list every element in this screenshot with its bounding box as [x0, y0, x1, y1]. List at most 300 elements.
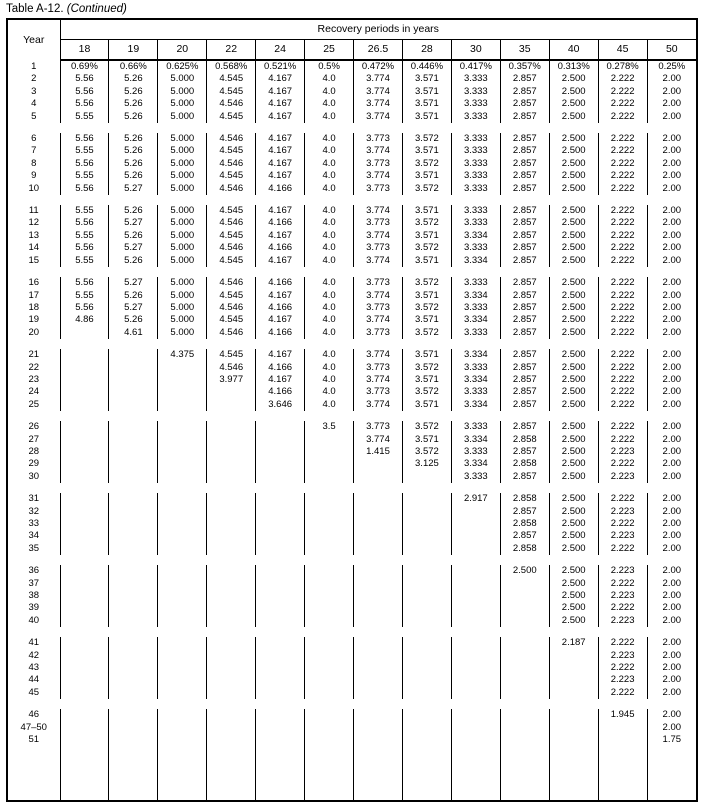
- rate-cell: 4.0: [305, 73, 354, 85]
- rate-cell: 2.00: [647, 133, 696, 145]
- rate-cell: [402, 687, 451, 699]
- rate-cell: [60, 734, 109, 746]
- rate-cell: [158, 434, 207, 446]
- table-row: [8, 374, 696, 386]
- rate-cell: 2.223: [598, 530, 647, 542]
- rate-cell: 4.545: [207, 349, 256, 361]
- spacer-cell: [8, 483, 696, 493]
- rate-cell: 2.222: [598, 349, 647, 361]
- rate-cell: 4.167: [256, 133, 305, 145]
- rate-cell: 2.222: [598, 493, 647, 505]
- rate-cell: 5.55: [60, 205, 109, 217]
- rate-cell: 3.571: [402, 434, 451, 446]
- rate-cell: [207, 687, 256, 699]
- rate-cell: 3.774: [354, 73, 403, 85]
- rate-cell: 2.500: [549, 590, 598, 602]
- rate-cell: 5.000: [158, 170, 207, 182]
- rate-cell: 3.571: [402, 145, 451, 157]
- year-cell: 24: [8, 386, 60, 398]
- rate-cell: 2.00: [647, 518, 696, 530]
- rate-cell: 2.857: [500, 255, 549, 267]
- table-row: [8, 421, 696, 433]
- rate-cell: 2.223: [598, 446, 647, 458]
- rate-cell: [256, 637, 305, 649]
- header-column-24: 24: [256, 39, 305, 60]
- rate-cell: 2.00: [647, 687, 696, 699]
- rate-cell: 5.000: [158, 230, 207, 242]
- rate-cell: 2.500: [549, 434, 598, 446]
- rate-cell: [207, 471, 256, 483]
- rate-cell: 4.0: [305, 302, 354, 314]
- rate-cell: 3.333: [451, 421, 500, 433]
- rate-cell: 2.857: [500, 242, 549, 254]
- rate-cell: 4.0: [305, 277, 354, 289]
- table-row: [8, 290, 696, 302]
- rate-cell: [354, 687, 403, 699]
- rate-cell: [256, 493, 305, 505]
- rate-cell: [256, 602, 305, 614]
- rate-cell: 2.00: [647, 565, 696, 577]
- year-cell: 7: [8, 145, 60, 157]
- table-row: [8, 183, 696, 195]
- rate-cell: [158, 615, 207, 627]
- filler-year-cell: [8, 747, 60, 801]
- rate-cell: [256, 734, 305, 746]
- rate-cell: [256, 674, 305, 686]
- rate-cell: 5.55: [60, 111, 109, 123]
- rate-cell: 4.167: [256, 374, 305, 386]
- year-cell: 12: [8, 217, 60, 229]
- rate-cell: 4.546: [207, 98, 256, 110]
- row-group-spacer: [8, 195, 696, 205]
- rate-cell: [402, 543, 451, 555]
- rate-cell: 5.000: [158, 242, 207, 254]
- rate-cell: [207, 543, 256, 555]
- rate-cell: 2.222: [598, 362, 647, 374]
- rate-cell: [158, 662, 207, 674]
- rate-cell: 4.167: [256, 111, 305, 123]
- rate-cell: 2.500: [549, 349, 598, 361]
- rate-cell: 5.56: [60, 73, 109, 85]
- year-cell: 29: [8, 458, 60, 470]
- rate-cell: 2.00: [647, 327, 696, 339]
- rate-cell: 4.0: [305, 170, 354, 182]
- table-row: [8, 471, 696, 483]
- rate-cell: [305, 590, 354, 602]
- table-row: [8, 637, 696, 649]
- rate-cell: [305, 446, 354, 458]
- rate-cell: [549, 709, 598, 721]
- year-cell: 39: [8, 602, 60, 614]
- rate-cell: [60, 374, 109, 386]
- table-row: [8, 674, 696, 686]
- rate-cell: 4.166: [256, 217, 305, 229]
- rate-cell: 2.00: [647, 230, 696, 242]
- year-cell: 44: [8, 674, 60, 686]
- rate-cell: [354, 506, 403, 518]
- rate-cell: 4.0: [305, 399, 354, 411]
- rate-cell: 2.223: [598, 565, 647, 577]
- rate-cell: 5.000: [158, 111, 207, 123]
- rate-cell: 0.69%: [60, 60, 109, 73]
- header-column-22: 22: [207, 39, 256, 60]
- rate-cell: [158, 506, 207, 518]
- rate-cell: 2.222: [598, 158, 647, 170]
- rate-cell: 2.00: [647, 458, 696, 470]
- year-cell: 28: [8, 446, 60, 458]
- rate-cell: [158, 493, 207, 505]
- table-row: [8, 565, 696, 577]
- rate-cell: 5.26: [109, 158, 158, 170]
- table-row: [8, 314, 696, 326]
- rate-cell: 2.500: [549, 111, 598, 123]
- rate-cell: [109, 493, 158, 505]
- rate-cell: [109, 590, 158, 602]
- rate-cell: [500, 602, 549, 614]
- rate-cell: [598, 734, 647, 746]
- row-group-spacer: [8, 555, 696, 565]
- rate-cell: 3.774: [354, 349, 403, 361]
- rate-cell: [305, 543, 354, 555]
- rate-cell: 5.56: [60, 217, 109, 229]
- year-cell: 37: [8, 578, 60, 590]
- rate-cell: 5.56: [60, 183, 109, 195]
- rate-cell: [402, 637, 451, 649]
- rate-cell: [158, 650, 207, 662]
- rate-cell: 4.167: [256, 170, 305, 182]
- rate-cell: 5.55: [60, 255, 109, 267]
- rate-cell: [158, 565, 207, 577]
- header-column-26-5: 26.5: [354, 39, 403, 60]
- year-cell: 20: [8, 327, 60, 339]
- caption-continued: (Continued): [66, 3, 127, 15]
- rate-cell: 2.00: [647, 637, 696, 649]
- rate-cell: 3.773: [354, 327, 403, 339]
- rate-cell: [256, 687, 305, 699]
- rate-cell: 3.774: [354, 86, 403, 98]
- spacer-cell: [8, 699, 696, 709]
- rate-cell: 3.572: [402, 362, 451, 374]
- rate-cell: 3.334: [451, 255, 500, 267]
- rate-cell: 2.00: [647, 506, 696, 518]
- table-row: [8, 133, 696, 145]
- rate-cell: [451, 650, 500, 662]
- spacer-cell: [8, 411, 696, 421]
- rate-cell: 2.00: [647, 145, 696, 157]
- rate-cell: [500, 615, 549, 627]
- rate-cell: 2.00: [647, 709, 696, 721]
- table-row: [8, 158, 696, 170]
- table-row: [8, 543, 696, 555]
- rate-cell: [305, 434, 354, 446]
- rate-cell: 4.167: [256, 314, 305, 326]
- rate-cell: 3.571: [402, 73, 451, 85]
- rate-cell: 2.500: [549, 255, 598, 267]
- rate-cell: 2.00: [647, 242, 696, 254]
- rate-cell: 2.00: [647, 602, 696, 614]
- rate-cell: [402, 602, 451, 614]
- rate-cell: [500, 709, 549, 721]
- table-row: [8, 458, 696, 470]
- rate-cell: 4.0: [305, 362, 354, 374]
- rate-cell: 2.222: [598, 458, 647, 470]
- rate-cell: [60, 650, 109, 662]
- rate-cell: [305, 493, 354, 505]
- rate-cell: 2.222: [598, 183, 647, 195]
- rate-cell: [109, 662, 158, 674]
- header-year: Year: [8, 20, 60, 60]
- rate-cell: [109, 434, 158, 446]
- rate-cell: 5.000: [158, 205, 207, 217]
- rate-cell: 3.572: [402, 446, 451, 458]
- year-cell: 2: [8, 73, 60, 85]
- table-row: [8, 205, 696, 217]
- rate-cell: [60, 421, 109, 433]
- rate-cell: 4.0: [305, 145, 354, 157]
- rate-cell: 3.571: [402, 255, 451, 267]
- rate-cell: [256, 471, 305, 483]
- rate-cell: [109, 674, 158, 686]
- rate-cell: 2.858: [500, 434, 549, 446]
- rate-cell: 4.545: [207, 255, 256, 267]
- rate-cell: 3.333: [451, 111, 500, 123]
- rate-cell: 3.571: [402, 290, 451, 302]
- row-group-spacer: [8, 627, 696, 637]
- table-row: [8, 217, 696, 229]
- rate-cell: 4.546: [207, 133, 256, 145]
- rate-cell: [60, 399, 109, 411]
- rate-cell: 2.857: [500, 362, 549, 374]
- rate-cell: [158, 590, 207, 602]
- rate-cell: [305, 615, 354, 627]
- table-body: [8, 60, 696, 800]
- filler-cell: [402, 747, 451, 801]
- rate-cell: 3.333: [451, 205, 500, 217]
- rate-cell: 3.333: [451, 98, 500, 110]
- rate-cell: 2.00: [647, 73, 696, 85]
- rate-cell: 3.333: [451, 446, 500, 458]
- rate-cell: 3.334: [451, 434, 500, 446]
- rate-cell: 2.857: [500, 73, 549, 85]
- rate-cell: [305, 674, 354, 686]
- header-column-18: 18: [60, 39, 109, 60]
- row-group-spacer: [8, 411, 696, 421]
- rate-cell: 2.00: [647, 590, 696, 602]
- rate-cell: [354, 471, 403, 483]
- rate-cell: 3.774: [354, 230, 403, 242]
- rate-cell: 2.00: [647, 578, 696, 590]
- rate-cell: 2.222: [598, 290, 647, 302]
- year-cell: 34: [8, 530, 60, 542]
- rate-cell: [305, 565, 354, 577]
- rate-cell: [549, 650, 598, 662]
- table-row: [8, 578, 696, 590]
- rate-cell: 2.857: [500, 530, 549, 542]
- rate-cell: 2.500: [549, 170, 598, 182]
- rate-cell: 3.333: [451, 386, 500, 398]
- rate-cell: [549, 734, 598, 746]
- rate-cell: 2.222: [598, 421, 647, 433]
- rate-cell: 2.500: [549, 183, 598, 195]
- rate-cell: 2.857: [500, 446, 549, 458]
- year-cell: 19: [8, 314, 60, 326]
- filler-cell: [549, 747, 598, 801]
- rate-cell: [60, 602, 109, 614]
- rate-cell: 2.00: [647, 399, 696, 411]
- rate-cell: [158, 637, 207, 649]
- rate-cell: 2.500: [549, 242, 598, 254]
- spacer-cell: [8, 339, 696, 349]
- row-group-spacer: [8, 339, 696, 349]
- rate-cell: 4.0: [305, 158, 354, 170]
- rate-cell: [402, 650, 451, 662]
- rate-cell: [60, 434, 109, 446]
- rate-cell: [451, 590, 500, 602]
- rate-cell: 3.572: [402, 183, 451, 195]
- table-row: [8, 590, 696, 602]
- rate-cell: [354, 674, 403, 686]
- rate-cell: 2.222: [598, 602, 647, 614]
- rate-cell: [207, 458, 256, 470]
- rate-cell: 2.00: [647, 170, 696, 182]
- rate-cell: 2.500: [549, 578, 598, 590]
- rate-cell: 2.500: [549, 602, 598, 614]
- year-cell: 3: [8, 86, 60, 98]
- rate-cell: 2.857: [500, 205, 549, 217]
- rate-cell: [256, 543, 305, 555]
- rate-cell: 5.26: [109, 170, 158, 182]
- rate-cell: 3.773: [354, 302, 403, 314]
- rate-cell: [451, 615, 500, 627]
- rate-cell: 2.500: [549, 518, 598, 530]
- rate-cell: 3.5: [305, 421, 354, 433]
- filler-cell: [354, 747, 403, 801]
- rate-cell: [60, 471, 109, 483]
- rate-cell: 3.774: [354, 205, 403, 217]
- rate-cell: 2.857: [500, 399, 549, 411]
- rate-cell: [207, 650, 256, 662]
- rate-cell: [256, 458, 305, 470]
- rate-cell: 5.26: [109, 86, 158, 98]
- rate-cell: [354, 590, 403, 602]
- header-column-50: 50: [647, 39, 696, 60]
- rate-cell: [207, 421, 256, 433]
- year-cell: 33: [8, 518, 60, 530]
- rate-cell: 2.500: [549, 290, 598, 302]
- rate-cell: [109, 399, 158, 411]
- rate-cell: 2.00: [647, 255, 696, 267]
- rate-cell: 3.773: [354, 421, 403, 433]
- year-cell: 47–50: [8, 722, 60, 734]
- rate-cell: 2.857: [500, 506, 549, 518]
- rate-cell: 2.00: [647, 543, 696, 555]
- rate-cell: [305, 687, 354, 699]
- rate-cell: 2.857: [500, 145, 549, 157]
- rate-cell: 2.500: [549, 471, 598, 483]
- rate-cell: [305, 637, 354, 649]
- rate-cell: 4.0: [305, 111, 354, 123]
- table-row: [8, 446, 696, 458]
- table-row: [8, 518, 696, 530]
- rate-cell: 5.27: [109, 183, 158, 195]
- rate-cell: 2.500: [549, 386, 598, 398]
- rate-cell: 4.545: [207, 205, 256, 217]
- year-cell: 43: [8, 662, 60, 674]
- rate-cell: 2.500: [549, 362, 598, 374]
- rate-cell: [402, 578, 451, 590]
- rate-cell: [451, 518, 500, 530]
- rate-cell: [109, 362, 158, 374]
- rate-cell: 2.500: [549, 615, 598, 627]
- year-cell: 31: [8, 493, 60, 505]
- rate-cell: 4.545: [207, 230, 256, 242]
- rate-cell: 4.546: [207, 158, 256, 170]
- rate-cell: 5.56: [60, 242, 109, 254]
- rate-cell: 4.166: [256, 277, 305, 289]
- rate-cell: [500, 637, 549, 649]
- rate-cell: 4.545: [207, 314, 256, 326]
- rate-cell: [354, 615, 403, 627]
- rate-cell: 3.571: [402, 230, 451, 242]
- year-cell: 14: [8, 242, 60, 254]
- rate-cell: [256, 421, 305, 433]
- rate-cell: 3.334: [451, 230, 500, 242]
- rate-cell: [207, 386, 256, 398]
- filler-cell: [305, 747, 354, 801]
- rate-cell: 2.222: [598, 637, 647, 649]
- year-cell: 32: [8, 506, 60, 518]
- rate-cell: [60, 662, 109, 674]
- rate-cell: 2.857: [500, 183, 549, 195]
- rate-cell: 2.857: [500, 314, 549, 326]
- rate-cell: 3.774: [354, 314, 403, 326]
- rate-cell: 4.167: [256, 158, 305, 170]
- rate-cell: 3.333: [451, 145, 500, 157]
- rate-cell: [549, 674, 598, 686]
- rate-cell: 2.857: [500, 302, 549, 314]
- header-column-20: 20: [158, 39, 207, 60]
- rate-cell: [109, 458, 158, 470]
- rate-cell: [402, 615, 451, 627]
- rate-cell: 2.00: [647, 434, 696, 446]
- rate-cell: 2.500: [549, 530, 598, 542]
- rate-cell: [207, 493, 256, 505]
- rate-cell: 4.0: [305, 255, 354, 267]
- year-cell: 25: [8, 399, 60, 411]
- rate-cell: 5.000: [158, 158, 207, 170]
- rate-cell: 3.572: [402, 421, 451, 433]
- year-cell: 5: [8, 111, 60, 123]
- rate-cell: 4.375: [158, 349, 207, 361]
- rate-cell: [109, 687, 158, 699]
- rate-cell: 2.222: [598, 386, 647, 398]
- rate-cell: 3.571: [402, 170, 451, 182]
- rate-cell: [451, 602, 500, 614]
- rate-cell: 3.773: [354, 217, 403, 229]
- rate-cell: 4.0: [305, 314, 354, 326]
- rate-cell: 2.00: [647, 615, 696, 627]
- rate-cell: 4.545: [207, 86, 256, 98]
- rate-cell: 2.222: [598, 86, 647, 98]
- rate-cell: 2.222: [598, 242, 647, 254]
- rate-cell: 5.56: [60, 277, 109, 289]
- table-frame: [6, 18, 698, 802]
- rate-cell: 0.625%: [158, 60, 207, 73]
- year-cell: 22: [8, 362, 60, 374]
- rate-cell: 3.773: [354, 183, 403, 195]
- rate-cell: [305, 530, 354, 542]
- rate-cell: 0.417%: [451, 60, 500, 73]
